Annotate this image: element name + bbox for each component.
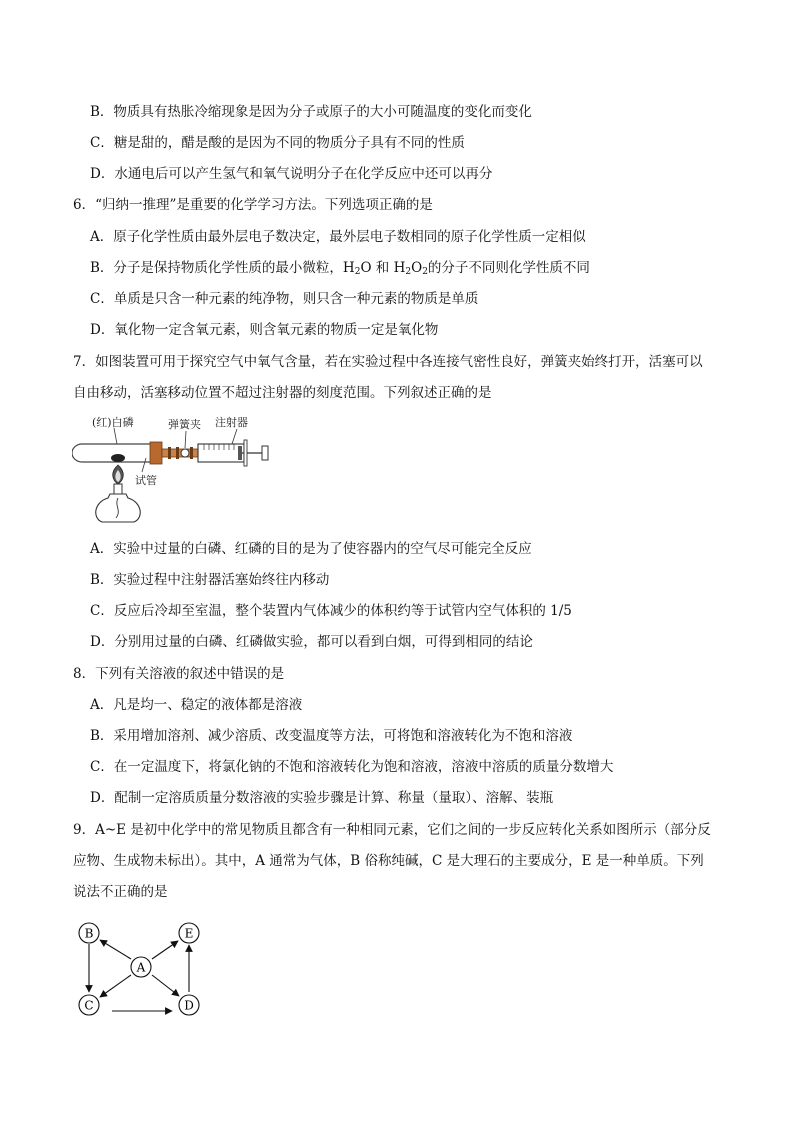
q7-stem-line1: 7．如图装置可用于探究空气中氧气含量，若在实验过程中各连接气密性良好，弹簧夹始终打开，活塞可以: [73, 354, 703, 370]
q9-stem-line1: 9．A~E 是初中化学中的常见物质且都含有一种相同元素，它们之间的一步反应转化关系如图所示（部分反: [73, 822, 711, 838]
q6-option-b: B．分子是保持物质化学性质的最小微粒，$H_2O$ 和 $H_2O_2$的分子不同则化学性质不同: [90, 260, 590, 277]
q8-option-b: B．采用增加溶剂、减少溶质、改变温度等方法，可将饱和溶液转化为不饱和溶液: [90, 728, 573, 744]
node-c: [79, 995, 99, 1015]
svg-text:A: A: [136, 960, 146, 975]
q5-option-c: C．糖是甜的，醋是酸的是因为不同的物质分子具有不同的性质: [90, 135, 465, 151]
q9-stem-line3: 说法不正确的是: [73, 884, 168, 900]
q7-option-d: D．分别用过量的白磷、红磷做实验，都可以看到白烟，可得到相同的结论: [90, 634, 533, 650]
label-syringe: 注射器: [215, 416, 248, 429]
q8-option-c: C．在一定温度下，将氯化钠的不饱和溶液转化为饱和溶液，溶液中溶质的质量分数增大: [90, 759, 614, 775]
q7-option-c: C．反应后冷却至室温，整个装置内气体减少的体积约等于试管内空气体积的 1/5: [90, 603, 572, 619]
q5-option-b: B．物质具有热胀冷缩现象是因为分子或原子的大小可随温度的变化而变化: [90, 104, 532, 120]
label-phosphorus: (红)白磷: [92, 416, 134, 429]
q9-relation-diagram: [72, 915, 212, 1025]
q7-option-b: B．实验过程中注射器活塞始终往内移动: [90, 572, 330, 588]
q7-apparatus-figure: [72, 410, 282, 528]
node-b: [79, 923, 99, 943]
q7-stem-line2: 自由移动，活塞移动位置不超过注射器的刻度范围。下列叙述正确的是: [73, 385, 492, 401]
q8-stem: 8．下列有关溶液的叙述中错误的是: [73, 666, 285, 682]
q7-option-a: A．实验中过量的白磷、红磷的目的是为了使容器内的空气尽可能完全反应: [90, 541, 532, 557]
q8-option-d: D．配制一定溶质质量分数溶液的实验步骤是计算、称量（量取）、溶解、装瓶: [90, 790, 554, 806]
node-d: [179, 995, 199, 1015]
node-a: [131, 957, 151, 977]
q5-option-d: D．水通电后可以产生氢气和氧气说明分子在化学反应中还可以再分: [90, 166, 493, 182]
q6-option-c: C．单质是只含一种元素的纯净物，则只含一种元素的物质是单质: [90, 291, 479, 307]
q8-option-a: A．凡是均一、稳定的液体都是溶液: [90, 697, 303, 713]
q6-stem: 6．“归纳一推理”是重要的化学学习方法。下列选项正确的是: [73, 197, 433, 213]
label-test-tube: 试管: [135, 474, 157, 487]
q6-option-a: A．原子化学性质由最外层电子数决定，最外层电子数相同的原子化学性质一定相似: [90, 229, 586, 245]
svg-text:D: D: [184, 998, 194, 1013]
label-clamp: 弹簧夹: [168, 418, 201, 431]
q9-stem-line2: 应物、生成物未标出）。其中，A 通常为气体，B 俗称纯碱，C 是大理石的主要成分，E 是一种单质。下列: [73, 853, 704, 869]
q6-option-d: D．氧化物一定含氧元素，则含氧元素的物质一定是氧化物: [90, 322, 439, 338]
svg-text:B: B: [84, 926, 94, 941]
svg-text:E: E: [184, 926, 194, 941]
svg-text:C: C: [84, 998, 94, 1013]
node-e: [179, 923, 199, 943]
